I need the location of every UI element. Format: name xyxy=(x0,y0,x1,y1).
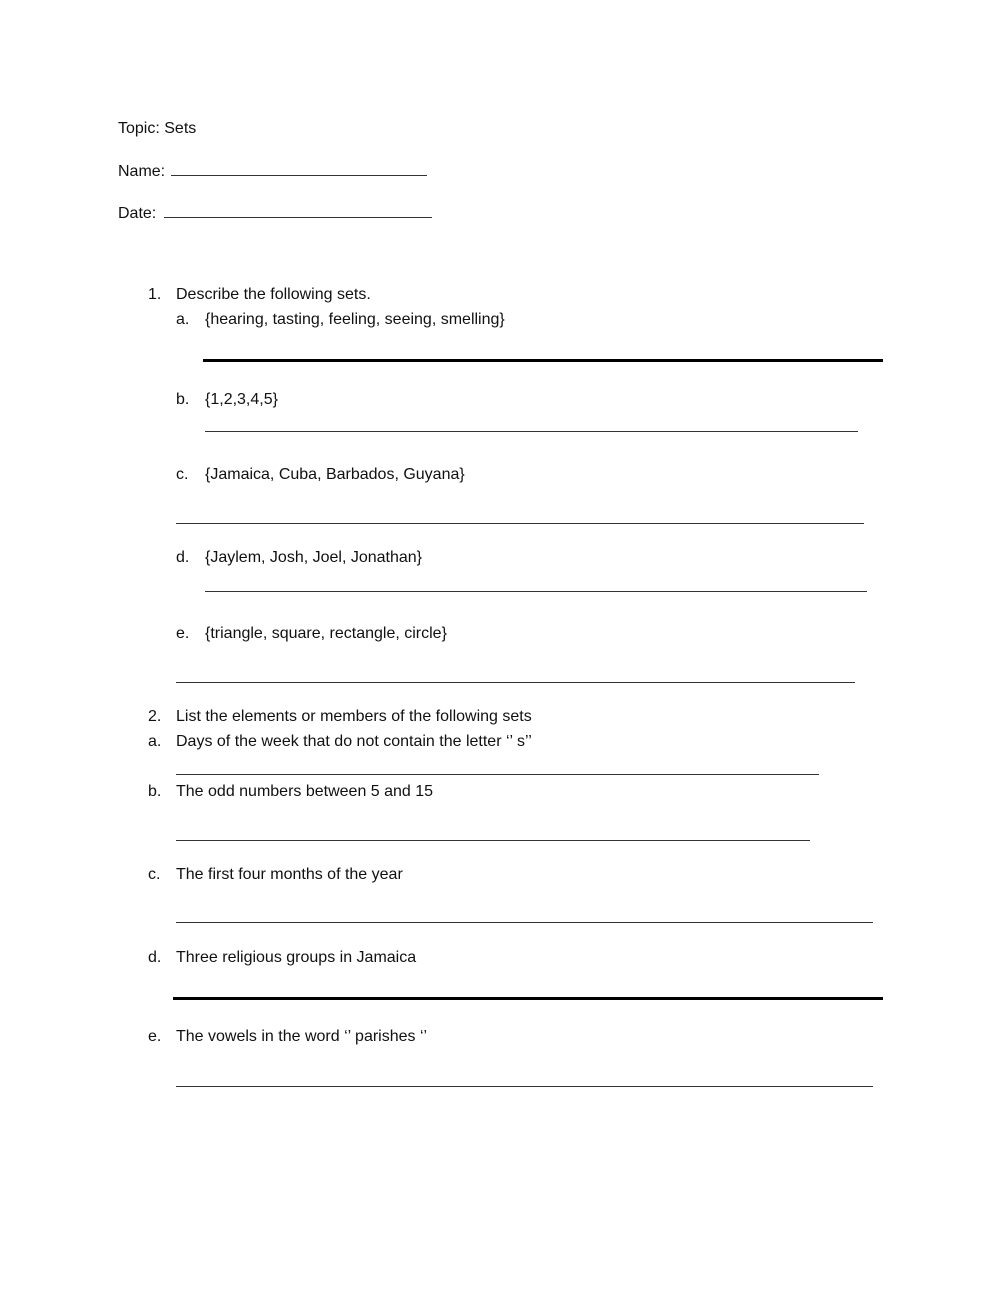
q2-item-b-text: The odd numbers between 5 and 15 xyxy=(176,783,434,800)
q2-item-e-letter: e. xyxy=(148,1028,162,1045)
q1-item-a-text: {hearing, tasting, feeling, seeing, smelling} xyxy=(205,311,505,328)
q1-answer-line-d[interactable] xyxy=(205,591,867,592)
q2-answer-line-a[interactable] xyxy=(176,774,819,775)
topic-title: Topic: Sets xyxy=(118,120,197,137)
q1-answer-line-c[interactable] xyxy=(176,523,864,524)
q1-item-e-letter: e. xyxy=(176,625,190,642)
q2-answer-line-e[interactable] xyxy=(176,1086,873,1087)
question-2-number: 2. xyxy=(148,708,162,725)
q2-answer-line-c[interactable] xyxy=(176,922,873,923)
q2-answer-line-d[interactable] xyxy=(173,997,883,1000)
q1-item-d-letter: d. xyxy=(176,549,190,566)
q1-answer-line-a[interactable] xyxy=(203,359,883,362)
q1-item-e-text: {triangle, square, rectangle, circle} xyxy=(205,625,447,642)
q1-item-b-letter: b. xyxy=(176,391,190,408)
q2-item-e-text: The vowels in the word ‘’ parishes ‘’ xyxy=(176,1028,428,1045)
q1-item-b-text: {1,2,3,4,5} xyxy=(205,391,278,408)
q2-item-b-letter: b. xyxy=(148,783,162,800)
question-1-number: 1. xyxy=(148,286,162,303)
q2-item-d-text: Three religious groups in Jamaica xyxy=(176,949,417,966)
q2-item-a-letter: a. xyxy=(148,733,162,750)
name-field[interactable] xyxy=(171,161,427,176)
date-label: Date: xyxy=(118,205,157,222)
q2-answer-line-b[interactable] xyxy=(176,840,810,841)
date-row xyxy=(118,203,432,224)
q2-item-c-text: The first four months of the year xyxy=(176,866,403,883)
name-label: Name: xyxy=(118,163,166,180)
question-1-prompt: Describe the following sets. xyxy=(176,286,371,303)
date-field[interactable] xyxy=(164,203,432,218)
q1-item-c-letter: c. xyxy=(176,466,189,483)
q1-item-a-letter: a. xyxy=(176,311,190,328)
q1-item-d-text: {Jaylem, Josh, Joel, Jonathan} xyxy=(205,549,423,566)
q1-item-c-text: {Jamaica, Cuba, Barbados, Guyana} xyxy=(205,466,465,483)
q2-item-c-letter: c. xyxy=(148,866,161,883)
question-2-prompt: List the elements or members of the following sets xyxy=(176,708,532,725)
name-row xyxy=(118,161,427,182)
q1-answer-line-e[interactable] xyxy=(176,682,855,683)
q2-item-d-letter: d. xyxy=(148,949,162,966)
q1-answer-line-b[interactable] xyxy=(205,431,858,432)
q2-item-a-text: Days of the week that do not contain the letter ‘’ s’’ xyxy=(176,733,532,750)
